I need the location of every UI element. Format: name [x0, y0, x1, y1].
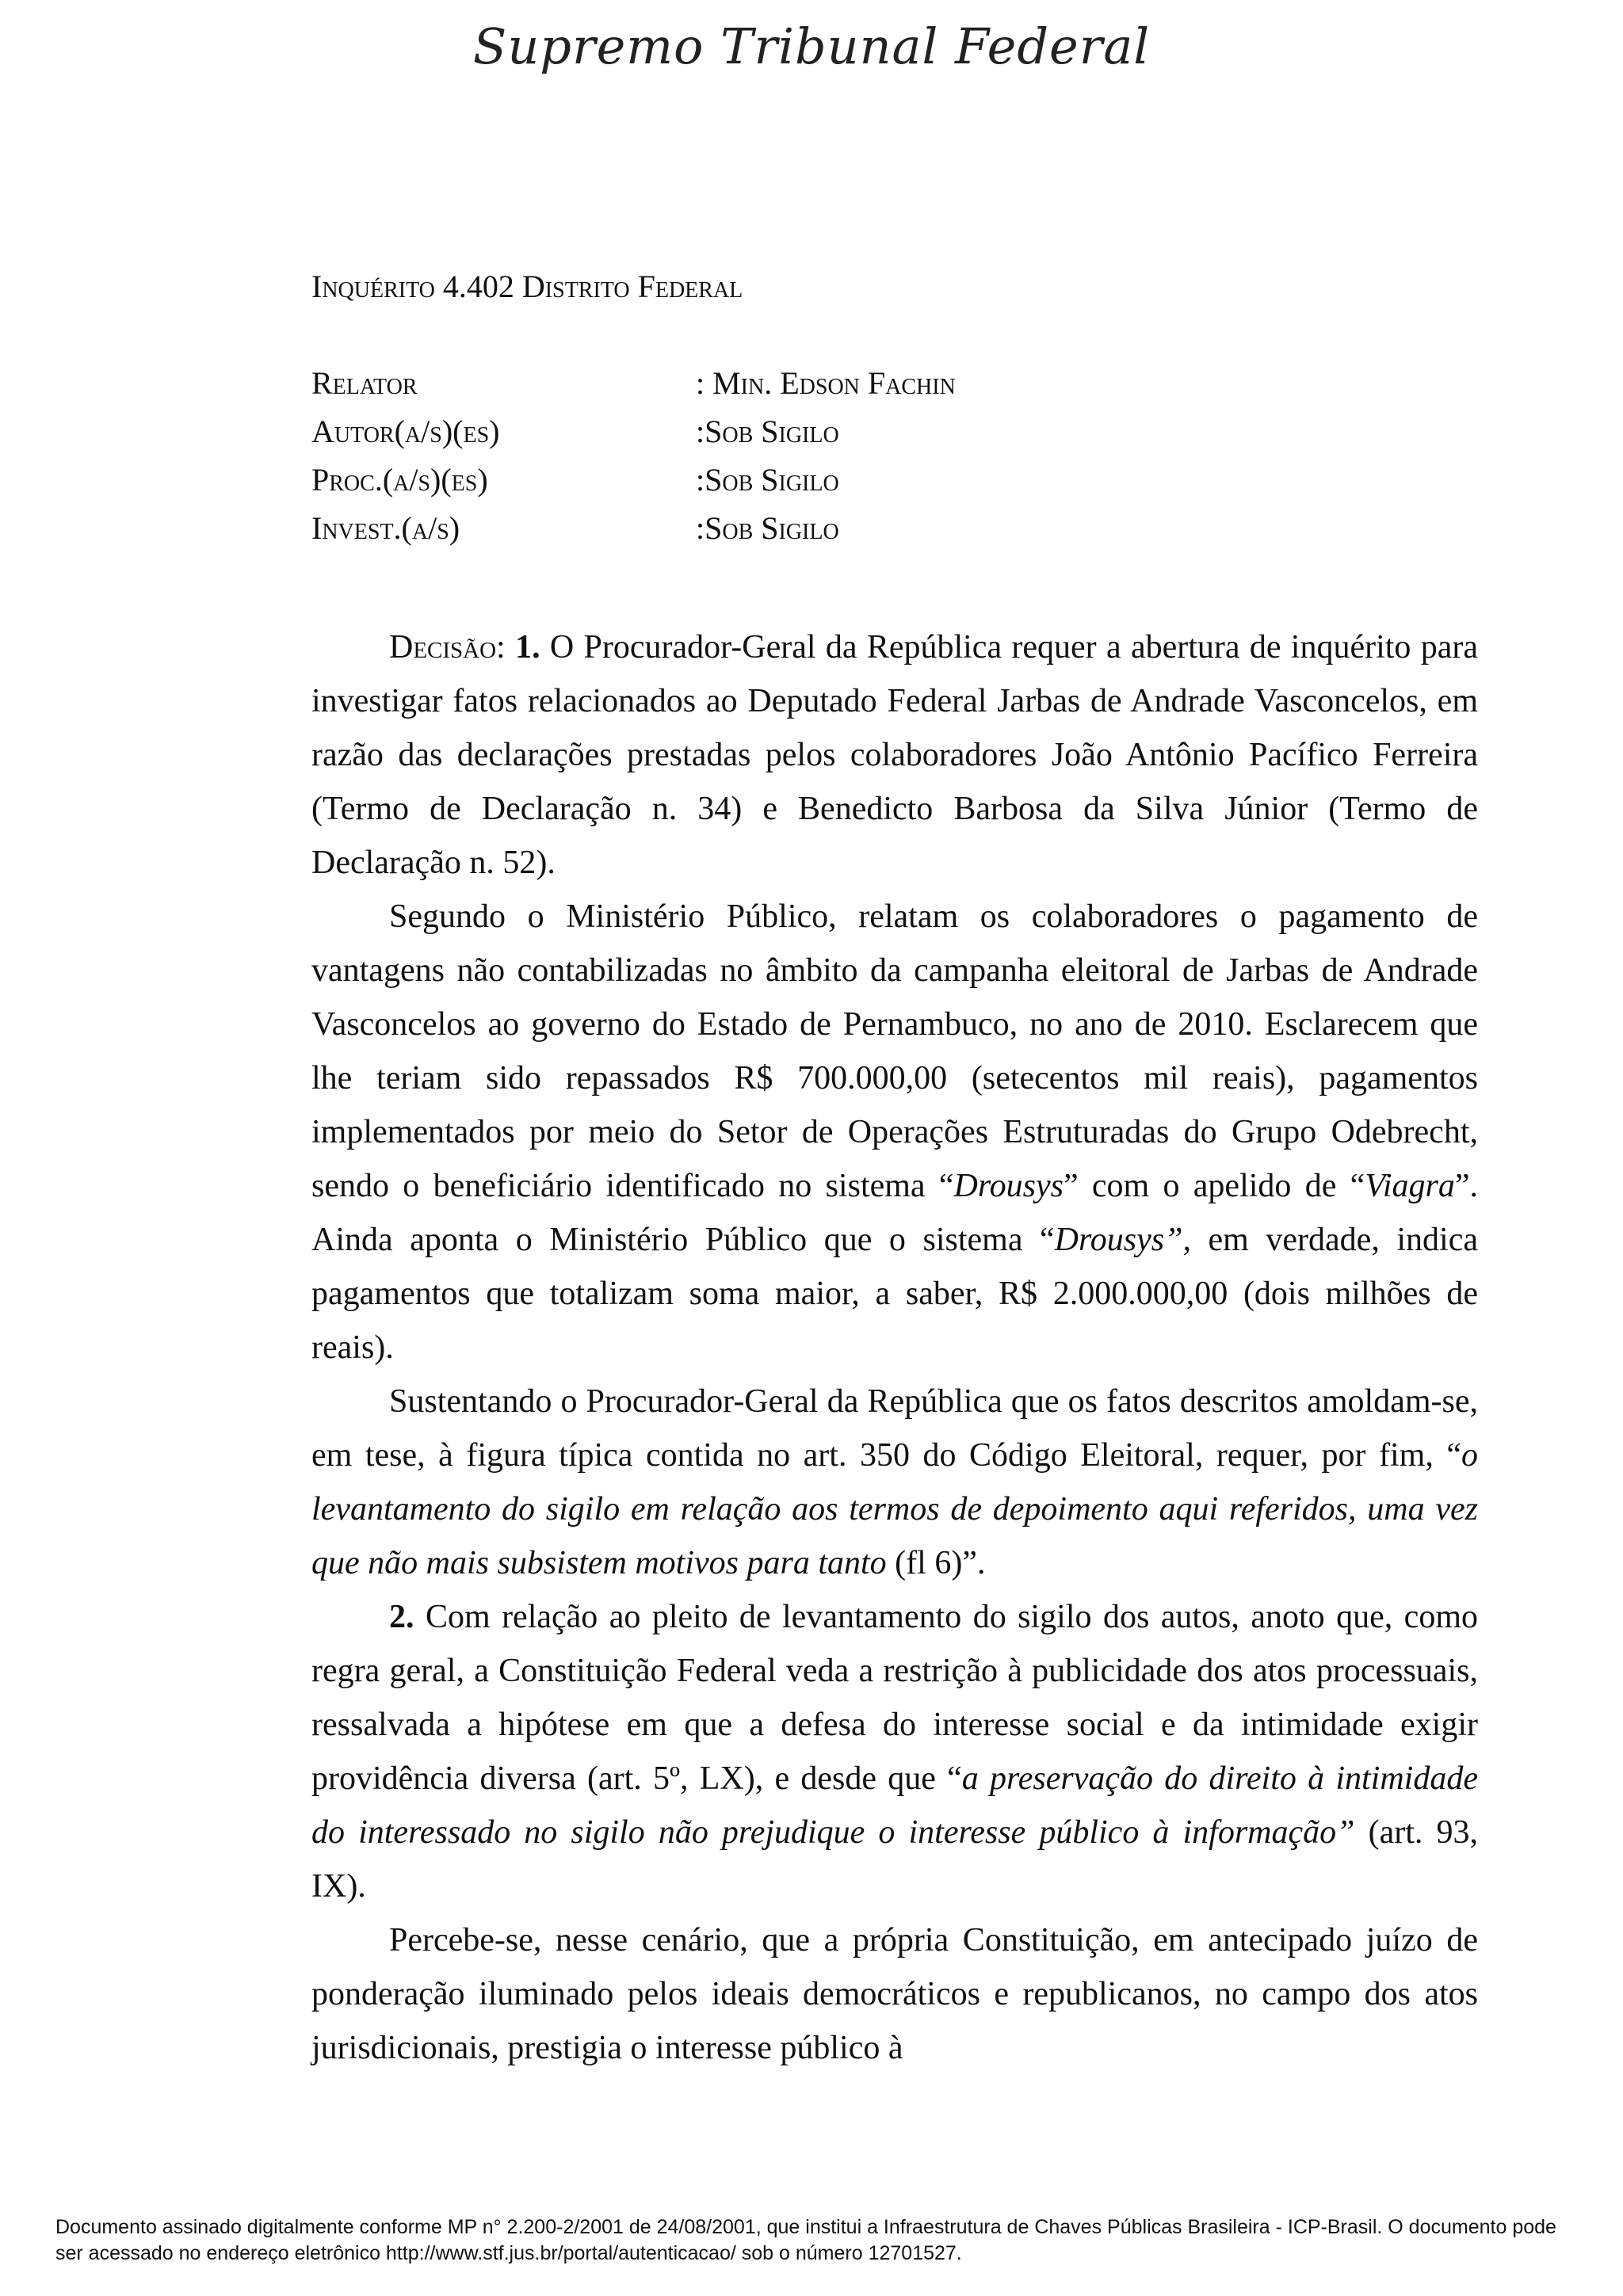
decision-paragraph-2	[311, 890, 1478, 1375]
party-row-invest	[311, 509, 1478, 558]
decision-paragraph-1	[311, 620, 1478, 890]
party-label: Invest.(a/s)	[311, 510, 460, 546]
italic-term: Drousys	[953, 1168, 1064, 1204]
paragraph-text: ” com o apelido de “	[1063, 1168, 1365, 1204]
party-value: :Sob Sigilo	[696, 462, 839, 498]
decision-label: Decisão:	[389, 629, 506, 666]
italic-term: Viagra	[1365, 1168, 1455, 1204]
parties-block	[311, 364, 1478, 558]
party-row-relator	[311, 364, 1478, 413]
party-label: Proc.(a/s)(es)	[311, 462, 488, 498]
paragraph-number: 1.	[515, 629, 540, 666]
decision-body	[311, 620, 1478, 2075]
signature-footer: Documento assinado digitalmente conforme MP n° 2.200-2/2001 de 24/08/2001, que institui a Infraestrutura de Chaves Públicas Brasileira - ICP-Brasil. O documento pode ser acessado no endereço eletrônico http://www.stf.jus.br/portal/autenticacao/ sob o número 12701527.	[55, 2216, 1556, 2264]
party-value: : Min. Edson Fachin	[696, 365, 956, 401]
paragraph-text: ”. Ainda aponta o Ministério Público que o sistema “	[311, 1168, 1478, 1258]
italic-quote: o levantamento do sigilo em relação aos termos de depoimento aqui referidos, uma vez que não mais subsistem motivos para tanto	[311, 1437, 1478, 1581]
paragraph-text: em verdade, indica pagamentos que totalizam soma maior, a saber, R$ 2.000.000,00 (dois milhões de reais).	[311, 1222, 1479, 1366]
paragraph-text: O Procurador-Geral da República requer a abertura de inquérito para investigar fatos relacionados ao Deputado Federal Jarbas de Andrade Vasconcelos, em razão das declarações prestadas pelos colaboradores João Antônio Pacífico Ferreira (Termo de Declaração n. 34) e Benedicto Barbosa da Silva Júnior (Termo de Declaração n. 52).	[311, 629, 1479, 881]
court-header: Supremo Tribunal Federal	[472, 17, 1151, 75]
party-label: Autor(a/s)(es)	[311, 414, 500, 449]
paragraph-text: Sustentando o Procurador-Geral da República que os fatos descritos amoldam-se, em tese, à figura típica contida no art. 350 do Código Eleitoral, requer, por fim, “	[311, 1383, 1478, 1474]
paragraph-text: Com relação ao pleito de levantamento do sigilo dos autos, anoto que, como regra geral, a Constituição Federal veda a restrição à publicidade dos atos processuais, ressalvada a hipótese em que a defesa do interesse social e da intimidade exigir providência diversa (art. 5º, LX), e desde que “	[311, 1599, 1478, 1797]
italic-quote: a preservação do direito à intimidade do interessado no sigilo não prejudique o interesse público à informação”	[311, 1760, 1478, 1851]
case-title: Inquérito 4.402 Distrito Federal	[311, 269, 743, 304]
party-row-proc	[311, 461, 1478, 509]
paragraph-text: (fl 6)”.	[886, 1545, 986, 1581]
paragraph-text: Segundo o Ministério Público, relatam os colaboradores o pagamento de vantagens não contabilizadas no âmbito da campanha eleitoral de Jarbas de Andrade Vasconcelos ao governo do Estado de Pernambuco, no ano de 2010. Esclarecem que lhe teriam sido repassados R$ 700.000,00 (setecentos mil reais), pagamentos implementados por meio do Setor de Operações Estruturadas do Grupo Odebrecht, sendo o beneficiário identificado no sistema “	[311, 898, 1478, 1204]
party-value: :Sob Sigilo	[696, 414, 839, 449]
paragraph-number: 2.	[389, 1599, 414, 1635]
party-row-autor	[311, 413, 1478, 461]
decision-paragraph-4	[311, 1590, 1478, 1913]
party-value: :Sob Sigilo	[696, 510, 839, 546]
italic-term: Drousys”,	[1054, 1222, 1191, 1258]
paragraph-text: Percebe-se, nesse cenário, que a própria Constituição, em antecipado juízo de ponderação iluminado pelos ideais democráticos e republicanos, no campo dos atos jurisdicionais, prestigia o interesse público à	[311, 1922, 1478, 2066]
paragraph-text: (art. 93, IX).	[311, 1814, 1478, 1905]
decision-paragraph-5	[311, 1913, 1478, 2075]
party-label: Relator	[311, 365, 418, 401]
decision-paragraph-3	[311, 1375, 1478, 1590]
